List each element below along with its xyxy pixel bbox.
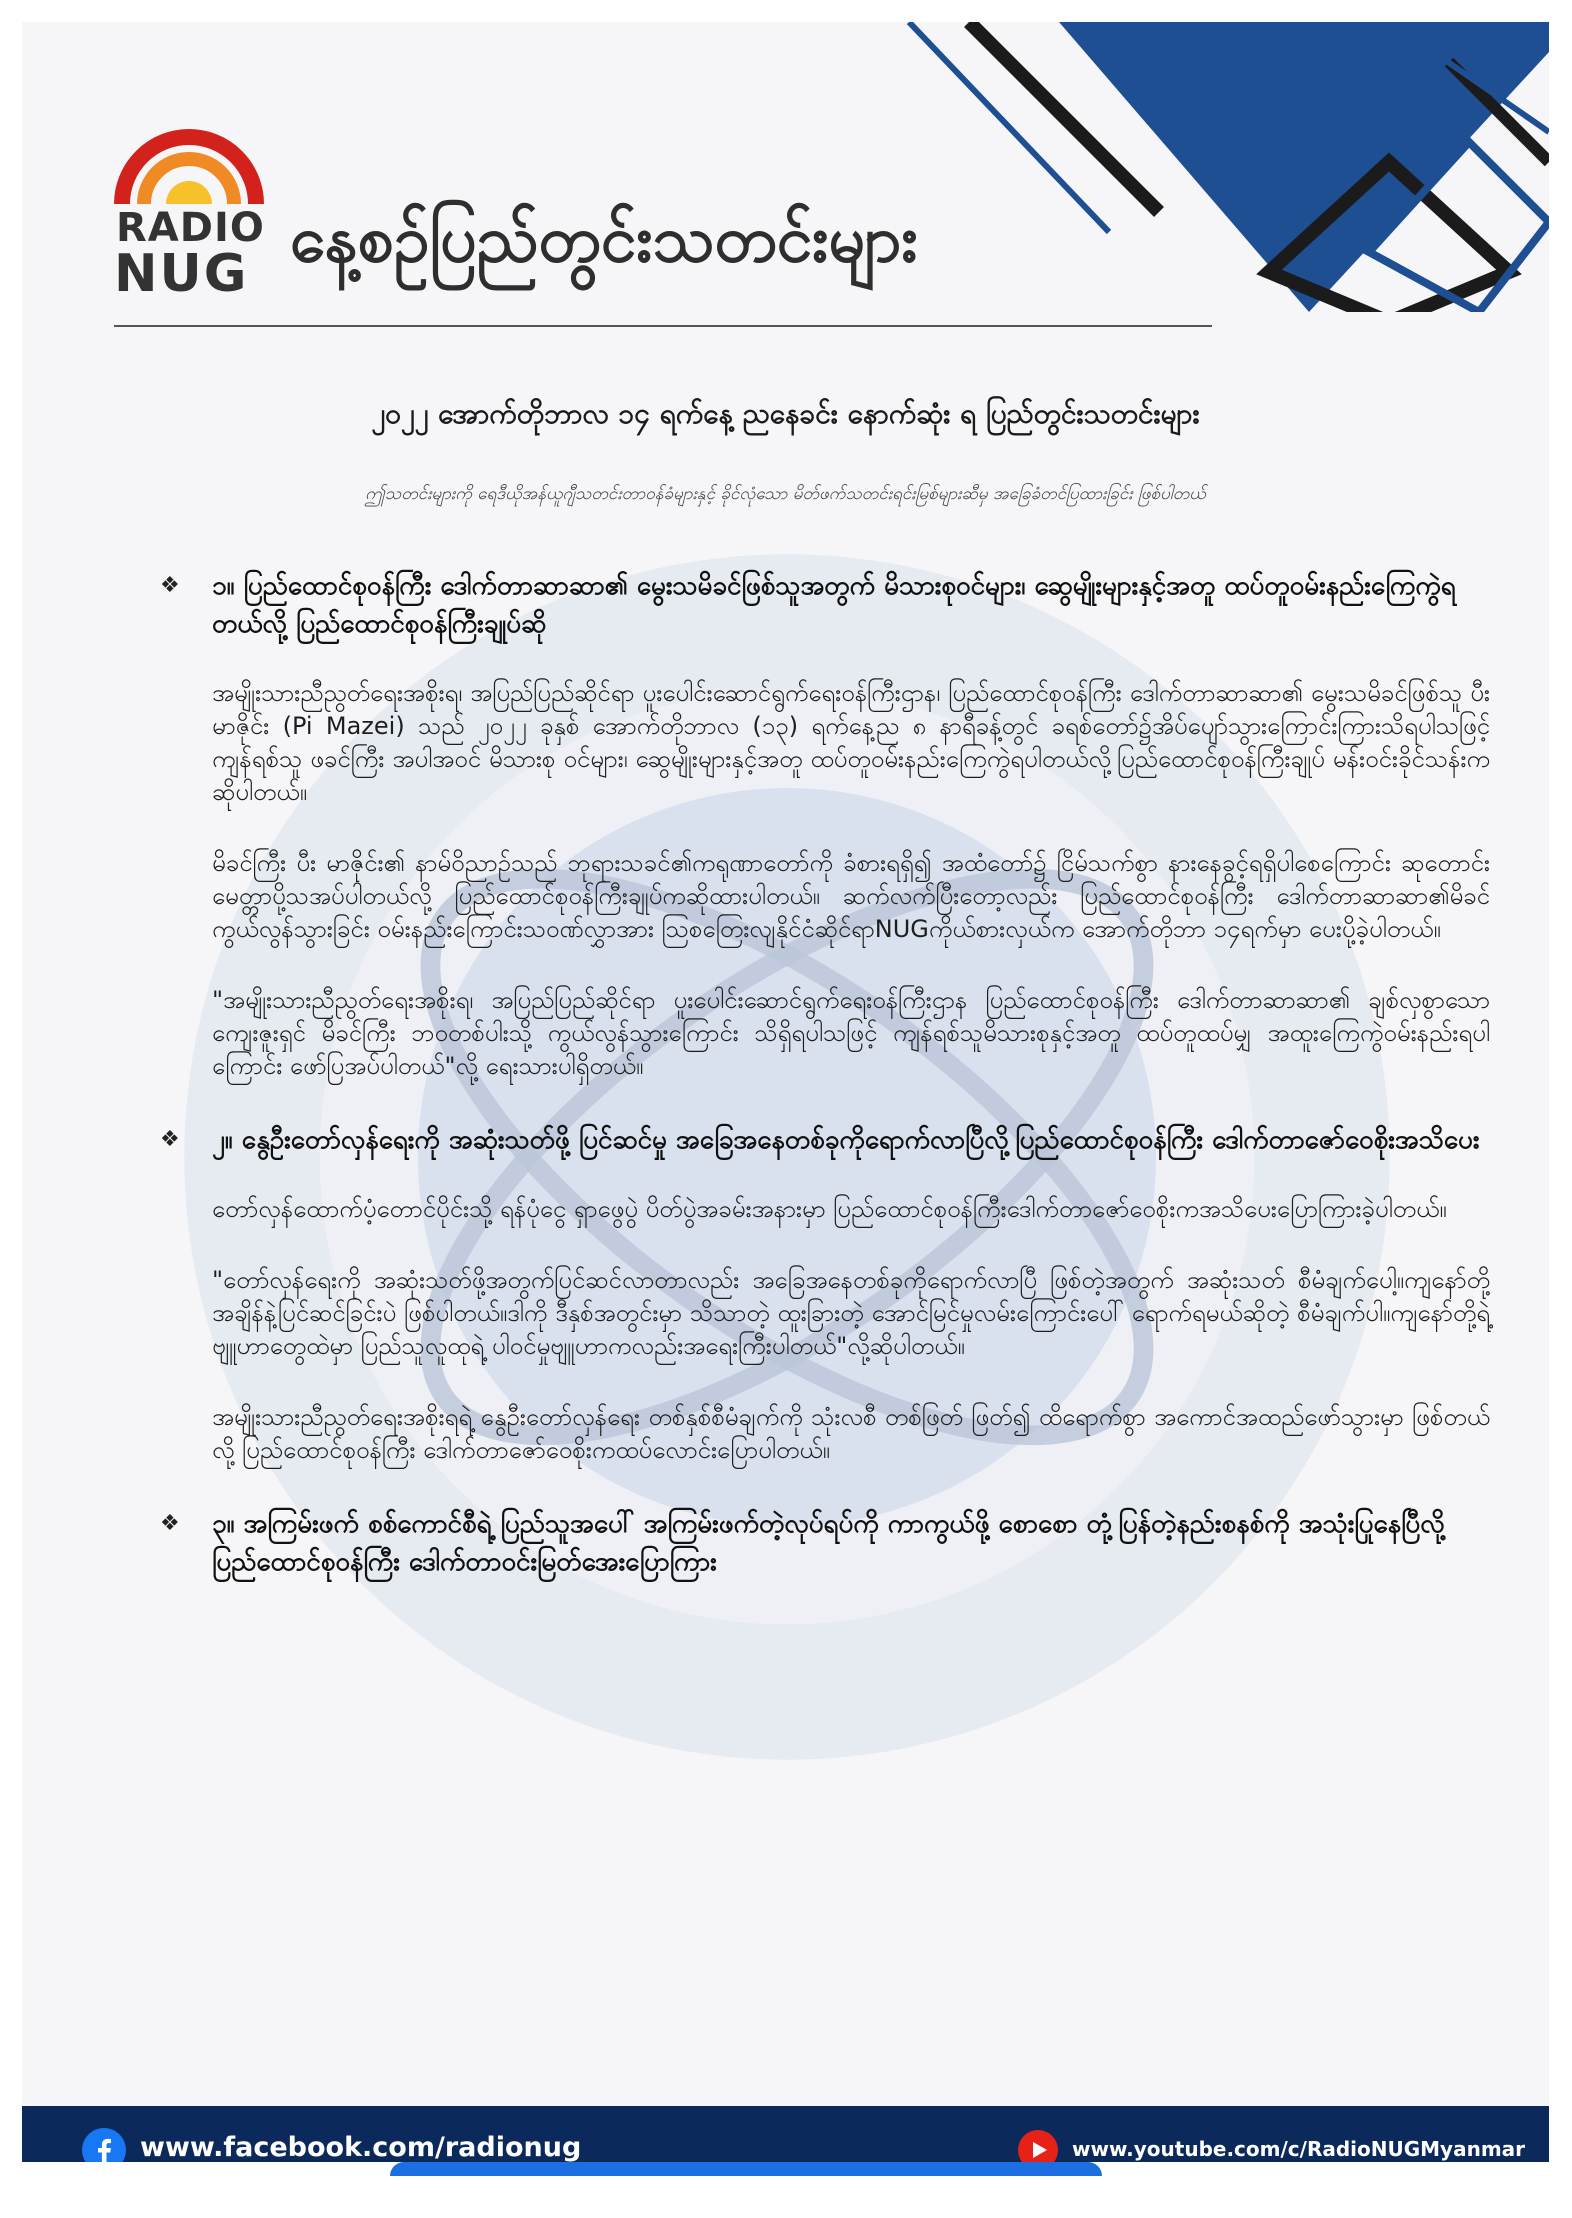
story-paragraph: မိခင်ကြီး ပီး မာဇိုင်း၏ နာမ်ဝိညာဉ်သည် ဘုရားသခင်၏ကရုဏာတော်ကို ခံစားရရှိ၍ အထံတော်၌ ငြိမ်သက်စွာ နားနေခွင့်ရရှိပါစေကြောင်း ဆုတောင်းမေတ္တာပို့သအပ်ပါတယ်လို့ ပြည်ထောင်စုဝန်ကြီးချုပ်ကဆိုထားပါတယ်။ ဆက်လက်ပြီးတော့လည်း ပြည်ထောင်စုဝန်ကြီး ဒေါက်တာဆာဆာ၏မိခင် ကွယ်လွန်သွားခြင်း ဝမ်းနည်းကြောင်းသဝဏ်လွှာအား သြစတြေးလျနိုင်ငံဆိုင်ရာNUGကိုယ်စားလှယ်က အောက်တိုဘာ ၁၄ရက်မှာ ပေးပို့ခဲ့ပါတယ်။: [212, 849, 1490, 943]
headline-text: ၃။ အကြမ်းဖက် စစ်ကောင်စီရဲ့ ပြည်သူအပေါ် အကြမ်းဖက်တဲ့လုပ်ရပ်ကို ကာကွယ်ဖို့ စောစော တုံ့ပြန်တဲ့နည်းစနစ်ကို အသုံးပြုနေပြီလို့ ပြည်ထောင်စုဝန်ကြီး ဒေါက်တာဝင်းမြတ်အေးပြောကြား: [212, 1509, 1445, 1577]
bottom-accent-bar: [390, 2162, 1102, 2176]
headline-text: ၁။ ပြည်ထောင်စုဝန်ကြီး ဒေါက်တာဆာဆာ၏ မွေးသမိခင်ဖြစ်သူအတွက် မိသားစုဝင်များ၊ ဆွေမျိုးများနှင့်အတူ ထပ်တူဝမ်းနည်းကြေကွဲရတယ်လို့ ပြည်ထောင်စုဝန်ကြီးချုပ်ဆို: [212, 571, 1456, 639]
diamond-bullet-icon: ❖: [160, 573, 180, 598]
date-heading: ၂၀၂၂ အောက်တိုဘာလ ၁၄ ရက်နေ့ ညနေခင်း နောက်ဆုံး ရ ပြည်တွင်းသတင်းများ: [371, 397, 1200, 430]
news-bulletin-page: [22, 22, 1549, 2162]
diamond-bullet-icon: ❖: [160, 1127, 180, 1152]
diamond-bullet-icon: ❖: [160, 1511, 180, 1536]
logo-radio-text: RADIO: [116, 205, 265, 251]
story-headline: [160, 1505, 1490, 1581]
header-divider: [114, 325, 1212, 327]
facebook-icon[interactable]: [82, 2128, 126, 2162]
story-paragraph: "တော်လှန်ရေးကို အဆုံးသတ်ဖို့အတွက်ပြင်ဆင်လာတာလည်း အခြေအနေတစ်ခုကိုရောက်လာပြီ ဖြစ်တဲ့အတွက် အဆုံးသတ် စီမံချက်ပေါ့။ကျနော်တို့ အချိန်နဲ့ပြင်ဆင်ခြင်းပဲ ဖြစ်ပါတယ်။ဒါကို ဒီနှစ်အတွင်းမှာ သိသာတဲ့ ထူးခြားတဲ့ အောင်မြင်မှုလမ်းကြောင်းပေါ် ရောက်ရမယ်ဆိုတဲ့ စီမံချက်ပါ။ကျနော်တို့ရဲ့ ဗျူဟာတွေထဲမှာ ပြည်သူလူထုရဲ့ ပါဝင်မှုဗျူဟာကလည်းအရေးကြီးပါတယ်"လို့ဆိုပါတယ်။: [212, 1266, 1490, 1360]
facebook-link[interactable]: www.facebook.com/radionug: [140, 2132, 582, 2162]
story-paragraph: "အမျိုးသားညီညွတ်ရေးအစိုးရ၊ အပြည်ပြည်ဆိုင်ရာ ပူးပေါင်းဆောင်ရွက်ရေးဝန်ကြီးဌာန ပြည်ထောင်စုဝန်ကြီး ဒေါက်တာဆာဆာ၏ ချစ်လှစွာသော ကျေးဇူးရှင် မိခင်ကြီး ဘဝတစ်ပါးသို့ ကွယ်လွန်သွားကြောင်း သိရှိရပါသဖြင့် ကျန်ရစ်သူမိသားစုနှင့်အတူ ထပ်တူထပ်မျှ အထူးကြေကွဲဝမ်းနည်းရပါကြောင်း ဖော်ပြအပ်ပါတယ်"လို့ ရေးသားပါရှိတယ်။: [212, 986, 1490, 1080]
story-headline: [160, 567, 1490, 643]
youtube-link[interactable]: www.youtube.com/c/RadioNUGMyanmar: [1072, 2137, 1526, 2161]
story-paragraph: အမျိုးသားညီညွတ်ရေးအစိုးရရဲ့ နွေဦးတော်လှန်ရေး တစ်နှစ်စီမံချက်ကို သုံးလစီ တစ်ဖြတ် ဖြတ်၍ ထိရောက်စွာ အကောင်အထည်ဖော်သွားမှာ ဖြစ်တယ်လို့ ပြည်ထောင်စုဝန်ကြီး ဒေါက်တာဇော်ဝေစိုးကထပ်လောင်းပြောပါတယ်။: [212, 1403, 1490, 1464]
logo-nug-text: NUG: [114, 244, 249, 304]
bulletin-title: နေ့စဉ်ပြည်တွင်းသတင်းများ: [290, 203, 918, 277]
story-headline: [160, 1121, 1490, 1159]
youtube-icon[interactable]: [1018, 2130, 1058, 2162]
corner-decoration: [829, 22, 1549, 312]
story-paragraph: အမျိုးသားညီညွတ်ရေးအစိုးရ၊ အပြည်ပြည်ဆိုင်ရာ ပူးပေါင်းဆောင်ရွက်ရေးဝန်ကြီးဌာန၊ ပြည်ထောင်စုဝန်ကြီး ဒေါက်တာဆာဆာ၏ မွေးသမိခင်ဖြစ်သူ ပီး မာဇိုင်း (Pi Mazei) သည် ၂၀၂၂ ခုနှစ် အောက်တိုဘာလ (၁၃) ရက်နေ့ည ၈ နာရီခန့်တွင် ခရစ်တော်၌အိပ်ပျော်သွားကြောင်းကြားသိရပါသဖြင့် ကျန်ရစ်သူ ဖခင်ကြီး အပါအဝင် မိသားစု ဝင်များ၊ ဆွေမျိုးများနှင့်အတူ ထပ်တူဝမ်းနည်းကြေကွဲရပါတယ်လို့ပြည်ထောင်စုဝန်ကြီးချုပ် မန်းဝင်းခိုင်သန်းကဆိုပါတယ်။: [212, 679, 1490, 806]
news-content: [160, 567, 1490, 1615]
footer-bar: [22, 2106, 1549, 2162]
headline-text: ၂။ နွေဦးတော်လှန်ရေးကို အဆုံးသတ်ဖို့ ပြင်ဆင်မှု အခြေအနေတစ်ခုကိုရောက်လာပြီလို့ပြည်ထောင်စုဝန်ကြီး ဒေါက်တာဇော်ဝေစိုးအသိပေး: [212, 1125, 1480, 1155]
story-paragraph: တော်လှန်ထောက်ပံ့တောင်ပိုင်းသို့ ရန်ပုံငွေ ရှာဖွေပွဲ ပိတ်ပွဲအခမ်းအနားမှာ ပြည်ထောင်စုဝန်ကြီးဒေါက်တာဇော်ဝေစိုးကအသိပေးပြောကြားခဲ့ပါတယ်။: [212, 1195, 1447, 1223]
source-disclaimer: ဤသတင်းများကို ရေဒီယိုအန်ယူဂျီသတင်းတာဝန်ခံများနှင့် ခိုင်လုံသော မိတ်ဖက်သတင်းရင်းမြစ်များဆီမှ အခြေခံတင်ပြထားခြင်း ဖြစ်ပါတယ်: [365, 484, 1206, 504]
